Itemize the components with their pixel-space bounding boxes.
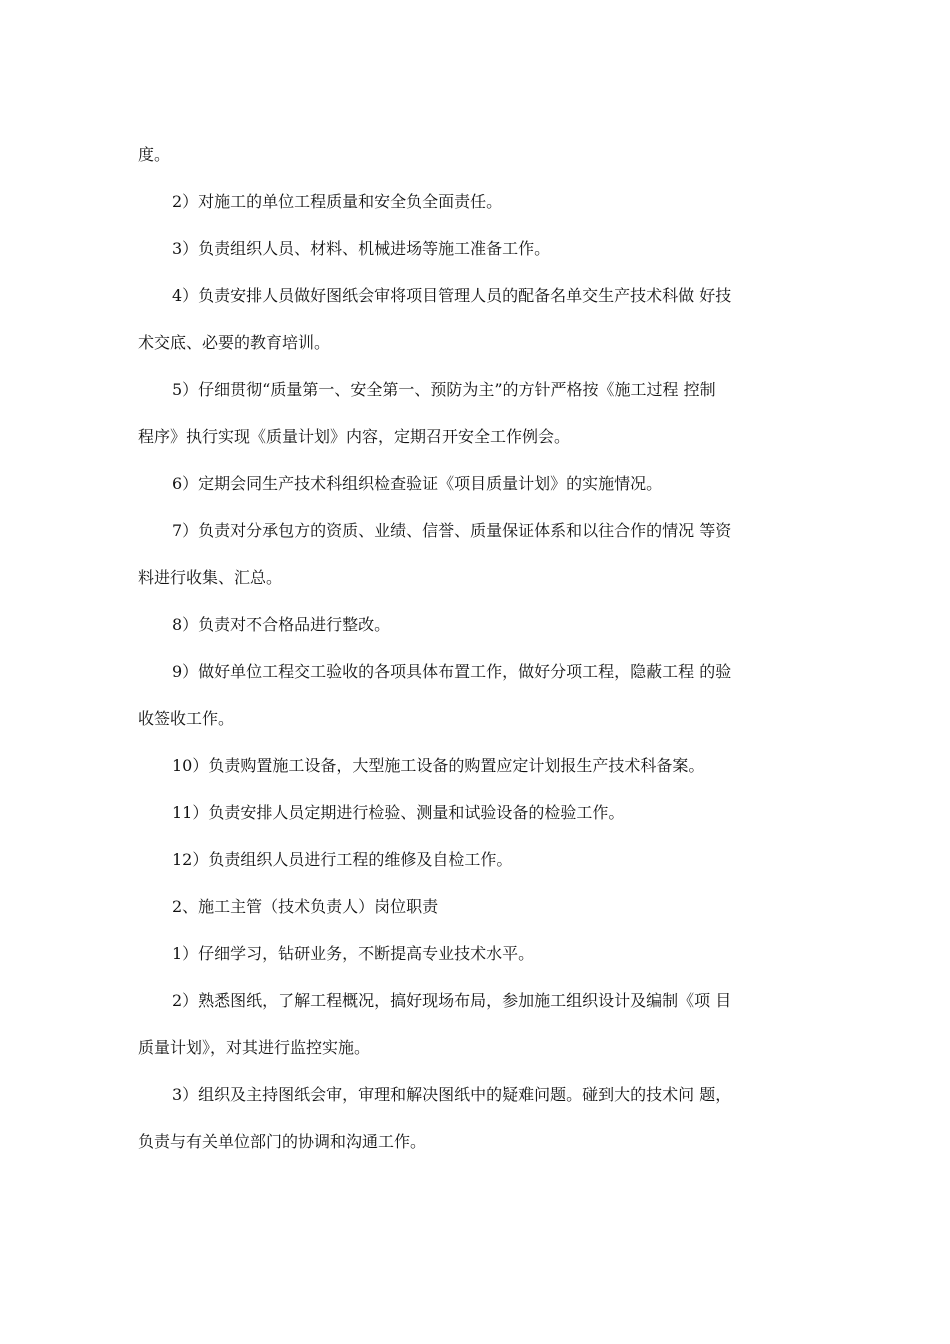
list-item: 10）负责购置施工设备，大型施工设备的购置应定计划报生产技术科备案。	[172, 756, 705, 775]
list-item-continuation: 料进行收集、汇总。	[138, 568, 283, 587]
list-item: 3）组织及主持图纸会审，审理和解决图纸中的疑难问题。碰到大的技术问 题，	[172, 1085, 732, 1104]
list-item-continuation: 术交底、必要的教育培训。	[138, 333, 331, 352]
list-item-continuation: 负责与有关单位部门的协调和沟通工作。	[138, 1132, 427, 1151]
document-body	[138, 143, 822, 1154]
list-item: 5）仔细贯彻“质量第一、安全第一、预防为主”的方针严格按《施工过程 控制	[172, 380, 716, 399]
list-item: 4）负责安排人员做好图纸会审将项目管理人员的配备名单交生产技术科做 好技	[172, 286, 732, 305]
list-item: 2）对施工的单位工程质量和安全负全面责任。	[172, 192, 503, 211]
list-item: 9）做好单位工程交工验收的各项具体布置工作，做好分项工程，隐蔽工程 的验	[172, 662, 732, 681]
list-item: 11）负责安排人员定期进行检验、测量和试验设备的检验工作。	[172, 803, 625, 822]
list-item: 6）定期会同生产技术科组织检查验证《项目质量计划》的实施情况。	[172, 474, 663, 493]
list-item: 7）负责对分承包方的资质、业绩、信誉、质量保证体系和以往合作的情况 等资	[172, 521, 732, 540]
list-item-continuation: 收签收工作。	[138, 709, 235, 728]
list-item-continuation: 质量计划》，对其进行监控实施。	[138, 1038, 371, 1057]
list-item: 8）负责对不合格品进行整改。	[172, 615, 391, 634]
list-item: 12）负责组织人员进行工程的维修及自检工作。	[172, 850, 513, 869]
list-item-continuation: 程序》执行实现《质量计划》内容，定期召开安全工作例会。	[138, 427, 571, 446]
list-item: 3）负责组织人员、材料、机械进场等施工准备工作。	[172, 239, 551, 258]
section-heading: 2、施工主管（技术负责人）岗位职责	[172, 897, 439, 916]
text-line: 度。	[138, 145, 171, 164]
list-item: 2）熟悉图纸，了解工程概况，搞好现场布局，参加施工组织设计及编制《项 目	[172, 991, 732, 1010]
list-item: 1）仔细学习，钻研业务，不断提高专业技术水平。	[172, 944, 535, 963]
